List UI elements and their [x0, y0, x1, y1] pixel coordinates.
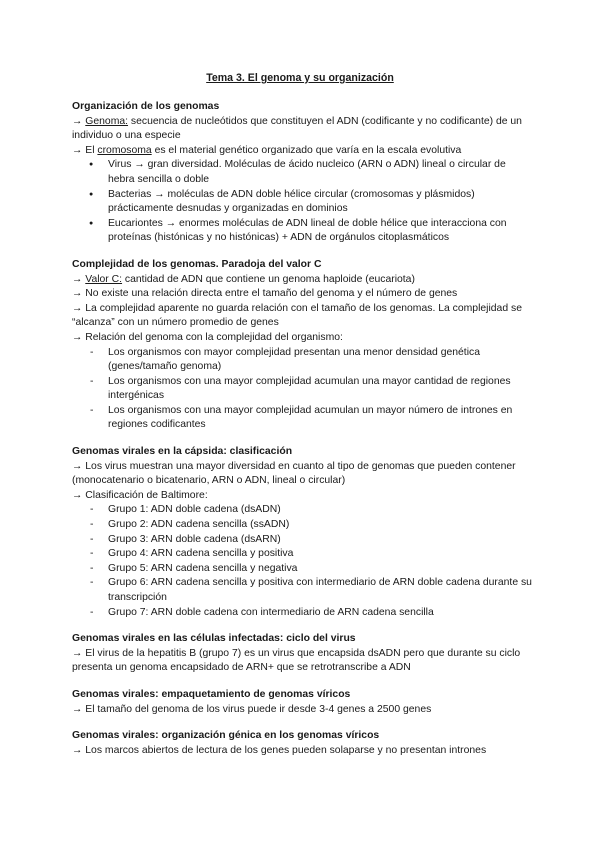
section-heading: Genomas virales en la cápsida: clasificación: [72, 446, 293, 458]
section-organizacion: [72, 100, 532, 246]
section-heading: Organización de los genomas: [72, 101, 220, 112]
list-item: - Grupo 4: ARN cadena sencilla y positiva: [72, 547, 532, 562]
document-title: Tema 3. El genoma y su organización: [206, 72, 394, 84]
term-valor-c: Valor C:: [85, 273, 123, 285]
definition-text: cantidad de ADN que contiene un genoma haploide (eucariota): [122, 273, 415, 285]
paragraph: → No existe una relación directa entre el tamaño del genoma y el número de genes: [72, 288, 458, 300]
paragraph: [72, 273, 532, 288]
document-body: [72, 100, 532, 770]
list-item: - Grupo 7: ARN doble cadena con intermediario de ARN cadena sencilla: [72, 606, 532, 621]
paragraph: → El tamaño del genoma de los virus puede ir desde 3-4 genes a 2500 genes: [72, 703, 432, 715]
definition-text: es el material genético organizado que varía en la escala evolutiva: [151, 144, 462, 156]
paragraph: [72, 144, 532, 159]
paragraph: → El virus de la hepatitis B (grupo 7) es un virus que encapsida dsADN pero que durante su ciclo presenta un genoma encapsidado de ARN+ que se retrotranscribe a ADN: [72, 647, 521, 674]
list-item: - Grupo 3: ARN doble cadena (dsARN): [72, 533, 532, 548]
paragraph: → Los marcos abiertos de lectura de los genes pueden solaparse y no presentan intrones: [72, 744, 487, 756]
paragraph: → Clasificación de Baltimore:: [72, 489, 208, 501]
section-capsida: [72, 445, 532, 620]
definition-text: secuencia de nucleótidos que constituyen el ADN (codificante y no codificante) de un individuo o una especie: [72, 115, 522, 142]
section-heading: Genomas virales: empaquetamiento de genomas víricos: [72, 688, 351, 700]
paragraph: → Relación del genoma con la complejidad del organismo:: [72, 331, 343, 343]
arrow-text: → El: [72, 144, 98, 156]
section-empaquetamiento: [72, 688, 532, 717]
list-item: ● Eucariontes → enormes moléculas de ADN lineal de doble hélice que interacciona con proteínas (histónicas y no histónicas) + ADN de orgánulos citoplasmáticos: [72, 217, 532, 246]
list-item: - Grupo 5: ARN cadena sencilla y negativa: [72, 562, 532, 577]
section-organizacion-genica: [72, 729, 532, 758]
paragraph: → La complejidad aparente no guarda relación con el tamaño de los genomas. La complejidad se “alcanza” con un número promedio de genes: [72, 302, 522, 329]
paragraph: → Los virus muestran una mayor diversidad en cuanto al tipo de genomas que pueden contener (monocatenario o bicatenario, ARN o ADN, lineal o circular): [72, 460, 516, 487]
section-ciclo: [72, 632, 532, 676]
section-heading: Genomas virales en las células infectadas: ciclo del virus: [72, 633, 356, 645]
list-item: - Grupo 2: ADN cadena sencilla (ssADN): [72, 518, 532, 533]
list-item: - Los organismos con una mayor complejidad acumulan una mayor cantidad de regiones intergénicas: [72, 375, 532, 404]
section-heading: Genomas virales: organización génica en los genomas víricos: [72, 730, 380, 742]
term-cromosoma: cromosoma: [97, 144, 152, 156]
dash-list: [72, 346, 532, 434]
section-heading: Complejidad de los genomas. Paradoja del valor C: [72, 258, 322, 270]
list-item: ● Bacterias → moléculas de ADN doble hélice circular (cromosomas y plásmidos) prácticamente desnudas y organizadas en dominios: [72, 188, 532, 217]
list-item: - Grupo 1: ADN doble cadena (dsADN): [72, 503, 532, 518]
paragraph: [72, 115, 532, 144]
list-item: - Los organismos con mayor complejidad presentan una menor densidad genética (genes/tamaño genoma): [72, 346, 532, 375]
list-item: - Grupo 6: ARN cadena sencilla y positiva con intermediario de ARN doble cadena durante su transcripción: [72, 576, 532, 605]
list-item: - Los organismos con una mayor complejidad acumulan un mayor número de intrones en regiones codificantes: [72, 404, 532, 433]
dash-list: [72, 503, 532, 620]
list-item: ● Virus → gran diversidad. Moléculas de ácido nucleico (ARN o ADN) lineal o circular de hebra sencilla o doble: [72, 158, 532, 187]
bullet-list: [72, 158, 532, 246]
arrow-text: →: [72, 273, 86, 285]
arrow-text: →: [72, 115, 86, 127]
term-genoma: Genoma:: [85, 115, 129, 127]
section-complejidad: [72, 258, 532, 433]
